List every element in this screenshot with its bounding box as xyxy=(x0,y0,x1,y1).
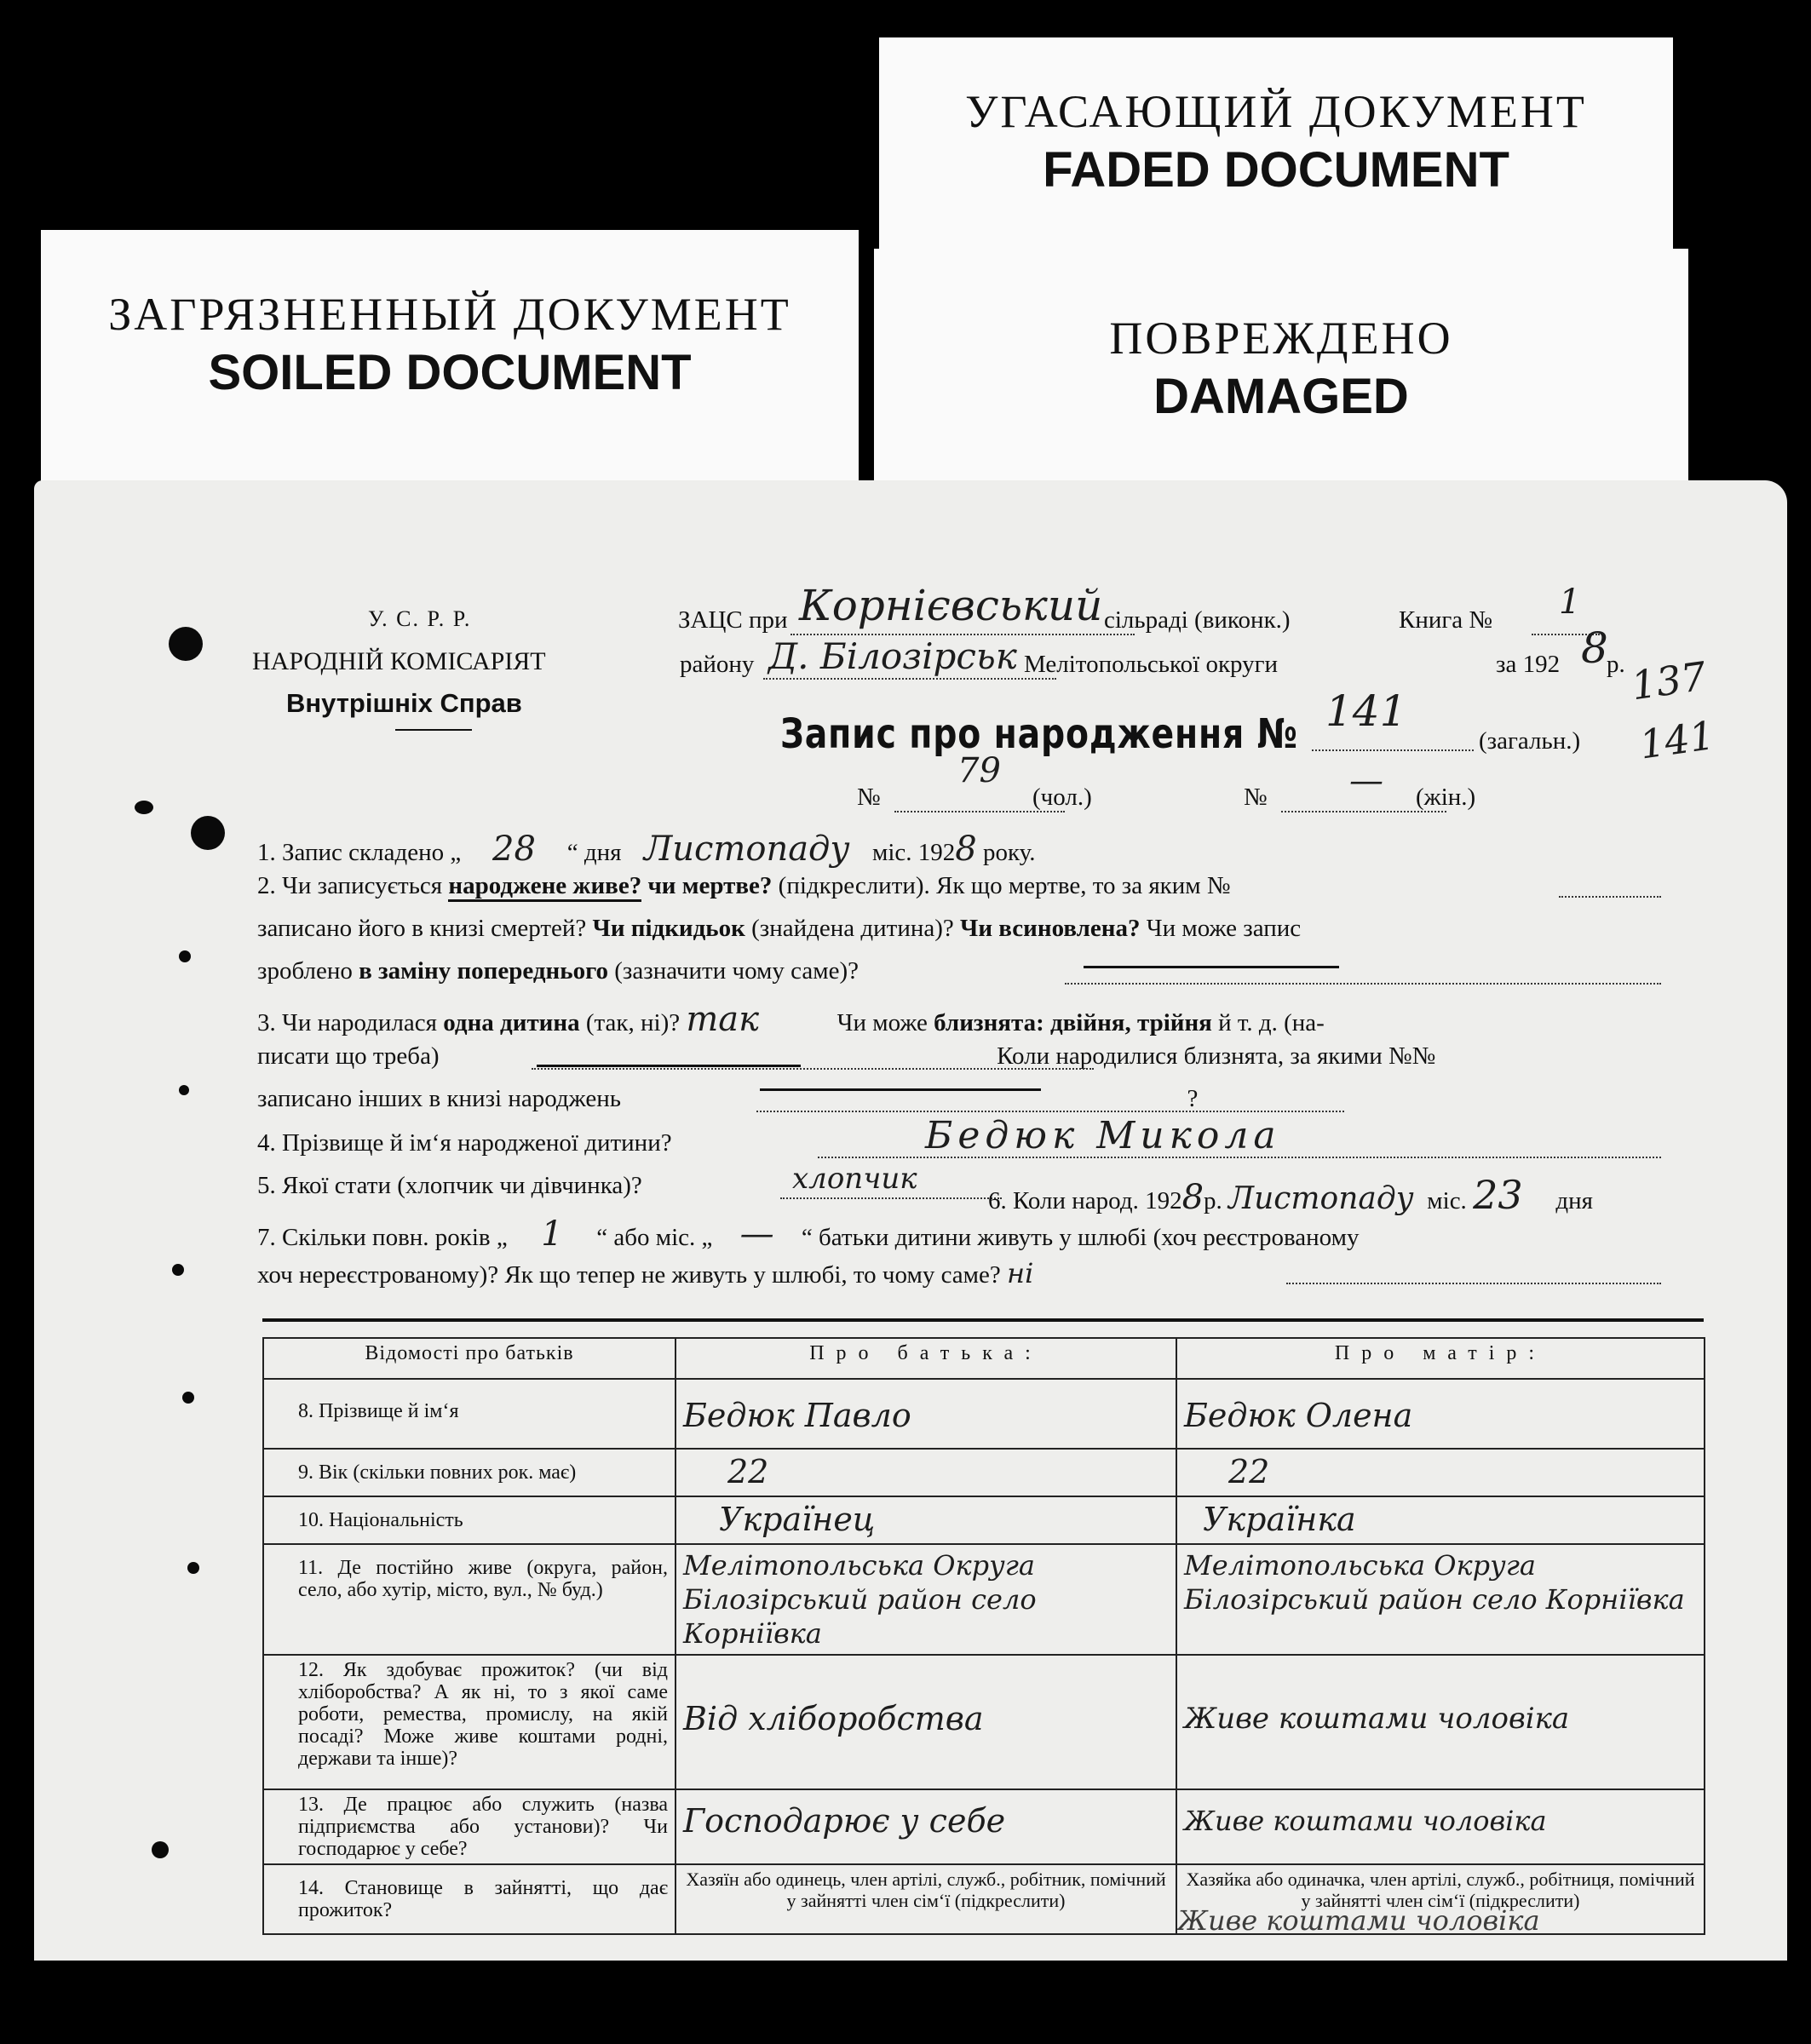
row-label: 10. Національність xyxy=(263,1496,676,1544)
q4-dotted-line xyxy=(818,1157,1661,1158)
female-no-sign: № xyxy=(1244,784,1268,811)
q5-answer: хлопчик xyxy=(792,1162,917,1196)
table-header-row xyxy=(263,1338,1705,1379)
male-no-sign: № xyxy=(857,784,881,811)
damaged-label-ru: ПОВРЕЖДЕНО xyxy=(1109,313,1453,364)
punch-hole xyxy=(172,1264,184,1276)
q7-months-label: “ або міс. „ xyxy=(596,1224,713,1251)
table-row xyxy=(263,1544,1705,1655)
q7-prefix: 7. Скільки повн. років „ xyxy=(257,1224,508,1251)
row-label: 12. Як здобуває прожиток? (чи від хліборобства? А як ні, то з якої саме роботи, ремества, промислу, на якій посаді? Може живе коштами родні, держави та інше)? xyxy=(263,1655,676,1789)
mother-occupation-handwritten: Живе коштами чоловіка xyxy=(1177,1904,1540,1937)
q3-line-1 xyxy=(257,1000,1704,1039)
district-dotted-line xyxy=(763,678,1056,680)
q6-day-label: дня xyxy=(1555,1187,1593,1214)
q2-death-book: записано його в книзі смертей? xyxy=(257,915,587,942)
q3-other-records: записано інших в книзі народжень xyxy=(257,1085,621,1112)
parents-table xyxy=(262,1337,1705,1935)
margin-note: 137 141 xyxy=(1628,652,1718,768)
q2-line-2 xyxy=(257,915,1704,943)
soiled-document-label xyxy=(41,230,859,484)
q3-dotted-line xyxy=(532,1068,1094,1070)
q2-made: зроблено xyxy=(257,957,353,985)
q3-one-child: одна дитина xyxy=(443,1009,580,1036)
district-value: Д. Білозірськ xyxy=(768,635,1017,677)
father-value: Мелітопольська Округа Білозірський район село Корніївка xyxy=(676,1544,1176,1655)
soiled-label-ru: ЗАГРЯЗНЕННЫЙ ДОКУМЕНТ xyxy=(108,289,791,340)
table-row xyxy=(263,1379,1705,1449)
damaged-label-en: DAMAGED xyxy=(1153,369,1409,424)
district-label: району xyxy=(680,651,755,678)
q7-months: — xyxy=(739,1214,774,1254)
mother-value: Українка xyxy=(1176,1496,1705,1544)
record-number-dotted-line xyxy=(1312,749,1474,751)
okruha-label: Мелітопольської округи xyxy=(1024,651,1279,678)
father-value: Бедюк Павло xyxy=(676,1379,1176,1449)
birth-record-form xyxy=(34,480,1787,1961)
q2-line-1 xyxy=(257,872,1704,900)
year-suffix: р. xyxy=(1607,651,1625,678)
table-row xyxy=(263,1789,1705,1864)
table-header: Про батька: xyxy=(676,1338,1176,1379)
q3-write: писати що треба) xyxy=(257,1042,440,1070)
q6-year: 8 xyxy=(1181,1178,1204,1217)
q2-alive: народжене живе? xyxy=(448,872,641,902)
male-no-label: (чол.) xyxy=(1032,784,1092,811)
father-value xyxy=(676,1864,1176,1934)
q6-month-label: міс. xyxy=(1427,1187,1467,1214)
table-row xyxy=(263,1449,1705,1496)
q5-dotted-line xyxy=(780,1197,1002,1199)
q7-answer: ні xyxy=(1007,1257,1034,1289)
q2-adopted: Чи всиновлена? xyxy=(960,915,1141,942)
q2-dotted-line xyxy=(1559,896,1661,898)
q1-year: 8 xyxy=(955,830,977,869)
q7-dotted-line xyxy=(1286,1283,1661,1284)
row-label: 13. Де працює або служить (назва підприємства або установи)? Чи господарює у себе? xyxy=(263,1789,676,1864)
q2-dead: чи мертве? xyxy=(647,872,773,899)
father-occupation-options: Хазяїн або одинець, член артілі, служб., робітник, помічний у зайнятті член сім‘ї (підкреслити) xyxy=(686,1869,1166,1911)
q2-replace-q: Чи може запис xyxy=(1146,915,1302,942)
q2-foundling-note: (знайдена дитина)? xyxy=(751,915,954,942)
q1-year-label: року. xyxy=(982,839,1036,866)
faded-label-ru: УГАСАЮЩИЙ ДОКУМЕНТ xyxy=(965,86,1587,137)
q1-text xyxy=(257,830,1036,869)
row-label: 14. Становище в зайнятті, що дає прожиток? xyxy=(263,1864,676,1934)
q3-prefix: 3. Чи народилася xyxy=(257,1009,438,1036)
punch-hole xyxy=(135,801,153,814)
q3-twins-numbers: Коли народилися близнята, за якими №№ xyxy=(997,1042,1436,1070)
q3-question-mark: ? xyxy=(1187,1085,1199,1112)
row-label: 8. Прізвище й ім‘я xyxy=(263,1379,676,1449)
punch-hole xyxy=(169,627,203,661)
q2-line-3 xyxy=(257,957,1704,985)
q6-year-label: р. xyxy=(1204,1187,1222,1214)
mother-value: Бедюк Олена xyxy=(1176,1379,1705,1449)
table-header: Відомості про батьків xyxy=(263,1338,676,1379)
mother-value: Живе коштами чоловіка xyxy=(1176,1789,1705,1864)
usrr-heading: У. С. Р. Р. xyxy=(368,606,472,631)
commissariat-heading: НАРОДНІЙ КОМІСАРІЯТ xyxy=(252,647,546,675)
q1-prefix: 1. Запис складено „ xyxy=(257,839,462,866)
q5-text: 5. Якої стати (хлопчик чи дівчинка)? xyxy=(257,1172,642,1199)
book-value: 1 xyxy=(1559,583,1581,622)
faded-document-label xyxy=(879,37,1673,257)
female-no-label: (жін.) xyxy=(1416,784,1476,811)
damaged-label xyxy=(874,249,1688,485)
q2-answer-dash xyxy=(1084,966,1339,968)
table-row xyxy=(263,1655,1705,1789)
q1-day-label: “ дня xyxy=(566,839,622,866)
q2-dotted-line-2 xyxy=(1065,983,1661,985)
q7-line-2 xyxy=(257,1257,1033,1289)
faded-label-en: FADED DOCUMENT xyxy=(1043,142,1509,198)
q3-dotted-line-2 xyxy=(756,1111,1344,1112)
zags-label: ЗАЦС при xyxy=(678,606,788,634)
punch-hole xyxy=(179,950,191,962)
mother-value: 22 xyxy=(1176,1449,1705,1496)
year-label: за 192 xyxy=(1496,651,1561,678)
q7-years: 1 xyxy=(541,1214,563,1254)
mother-value: Живе коштами чоловіка xyxy=(1176,1655,1705,1789)
q2-replacement: в заміну попереднього xyxy=(359,957,609,985)
mother-occupation-options: Хазяйка або одиначка, член артілі, служб., робітниця, помічний у зайнятті член сім‘ї (підкреслити) xyxy=(1186,1869,1695,1911)
q6-day: 23 xyxy=(1473,1172,1523,1218)
female-no-value: — xyxy=(1349,761,1383,801)
selrada-label: сільраді (виконк.) xyxy=(1104,606,1291,634)
q7-line-1 xyxy=(257,1214,1359,1254)
record-number: 141 xyxy=(1325,686,1407,736)
mother-value xyxy=(1176,1864,1705,1937)
mother-value: Мелітопольська Округа Білозірський район село Корніївка xyxy=(1176,1544,1705,1655)
heading-underline xyxy=(395,729,472,731)
punch-hole xyxy=(179,1085,189,1095)
punch-hole xyxy=(152,1841,169,1858)
q1-month: Листопаду xyxy=(643,830,850,869)
q2-foundling: Чи підкидьок xyxy=(592,915,745,942)
row-label: 11. Де постійно живе (округа, район, село, або хутір, місто, вул., № буд.) xyxy=(263,1544,676,1655)
q2-death-ref: (підкреслити). Як що мертве, то за яким № xyxy=(778,872,1231,899)
q3-twins: близнята: двійня, трійня xyxy=(934,1009,1212,1036)
row-label: 9. Вік (скільки повних рок. має) xyxy=(263,1449,676,1496)
q3-line-2 xyxy=(257,1042,1704,1071)
q2-why: (зазначити чому саме)? xyxy=(614,957,859,985)
q3-answer-dash xyxy=(537,1065,801,1067)
q4-text: 4. Прізвище й ім‘я народженої дитини? xyxy=(257,1129,672,1157)
q6-text xyxy=(988,1172,1593,1218)
punch-hole xyxy=(187,1562,199,1574)
father-value: 22 xyxy=(676,1449,1176,1496)
q3-maybe: Чи може xyxy=(837,1009,928,1036)
q3-etc: й т. д. (на- xyxy=(1218,1009,1325,1036)
q6-month: Листопаду xyxy=(1228,1181,1414,1216)
male-no-value: 79 xyxy=(957,751,1001,790)
q3-answer-dash-2 xyxy=(760,1088,1041,1091)
punch-hole xyxy=(182,1392,194,1404)
soiled-label-en: SOILED DOCUMENT xyxy=(208,345,692,400)
q6-prefix: 6. Коли народ. 192 xyxy=(988,1187,1182,1214)
table-row xyxy=(263,1496,1705,1544)
table-header: Про матір: xyxy=(1176,1338,1705,1379)
table-row xyxy=(263,1864,1705,1934)
record-general-label: (загальн.) xyxy=(1479,727,1581,755)
q1-day: 28 xyxy=(492,830,536,869)
q7-marriage: “ батьки дитини живуть у шлюбі (хоч реєстрованому xyxy=(801,1224,1360,1251)
father-value: Українец xyxy=(676,1496,1176,1544)
q7-why: хоч нереєстрованому)? Як що тепер не живуть у шлюбі, то чому саме? xyxy=(257,1261,1001,1289)
internal-affairs-heading: Внутрішніх Справ xyxy=(286,688,522,718)
record-title: Запис про народження № xyxy=(780,710,1298,758)
q4-answer: Бедюк Микола xyxy=(925,1114,1281,1157)
q1-month-label: міс. 192 xyxy=(872,839,956,866)
q3-yesno: (так, ні)? xyxy=(585,1009,681,1036)
father-value: Від хліборобства xyxy=(676,1655,1176,1789)
book-label: Книга № xyxy=(1399,606,1493,634)
zags-value: Корнієвський xyxy=(799,581,1103,630)
year-value: 8 xyxy=(1581,623,1608,673)
section-separator xyxy=(262,1318,1704,1322)
father-value: Господарює у себе xyxy=(676,1789,1176,1864)
punch-hole xyxy=(191,816,225,850)
q2-prefix: 2. Чи записується xyxy=(257,872,443,899)
q3-answer: так xyxy=(686,1000,760,1039)
